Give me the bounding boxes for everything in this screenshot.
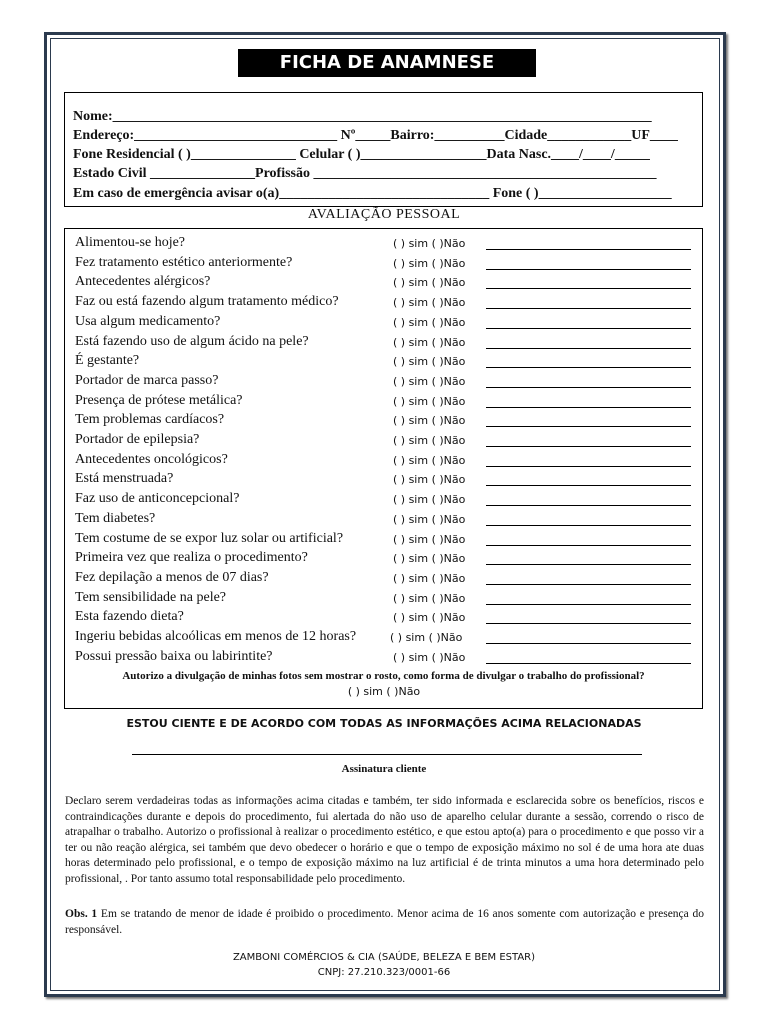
answer-line[interactable]: [486, 485, 691, 486]
question-text: Ingeriu bebidas alcoólicas em menos de 12 horas?: [75, 629, 357, 644]
answer-line[interactable]: [486, 249, 691, 250]
question-text: Fez tratamento estético anteriormente?: [75, 255, 293, 270]
form-title: FICHA DE ANAMNESE: [238, 49, 536, 77]
question-text: Tem diabetes?: [75, 511, 156, 526]
yes-no-option[interactable]: ( ) sim ( )Não: [393, 237, 466, 250]
yes-no-option[interactable]: ( ) sim ( )Não: [393, 552, 466, 565]
question-text: Portador de epilepsia?: [75, 432, 200, 447]
question-text: Usa algum medicamento?: [75, 314, 221, 329]
answer-line[interactable]: [486, 643, 691, 644]
yes-no-option[interactable]: ( ) sim ( )Não: [393, 473, 466, 486]
question-text: Está menstruada?: [75, 471, 174, 486]
declaration-text: Declaro serem verdadeiras todas as informações acima citadas e também, ter sido informada e esclarecida sobre os benefícios, riscos e contraindicações durante e depois do procedimento, fui alertada do não uso de aparelho celular durante a sessão, correndo o risco de atrapalhar o trabalho. Autorizo o profissional à realizar o procedimento estético, e que estou apto(a) para o procedimento e que posso vir a ter ou não reação alérgica, sei também que devo obedecer o horário e que o tempo de exposição máximo no sol é de uma hora ate duas horas determinado pelo profissional, e o tempo de exposição máximo na luz artificial é de trinta minutos a uma hora determinado pelo profissional, . Por tanto assumo total responsabilidade pelo procedimento.: [65, 795, 704, 885]
answer-line[interactable]: [486, 269, 691, 270]
agreement-statement: ESTOU CIENTE E DE ACORDO COM TODAS AS INFORMAÇÕES ACIMA RELACIONADAS: [126, 717, 642, 730]
answer-line[interactable]: [486, 584, 691, 585]
authorization-question: Autorizo a divulgação de minhas fotos sem mostrar o rosto, como forma de divulgar o trabalho do profissional?: [122, 670, 645, 682]
yes-no-option[interactable]: ( ) sim ( )Não: [393, 276, 466, 289]
civil-status-field[interactable]: Estado Civil _______________Profissão _________________________________________________: [73, 166, 657, 181]
answer-line[interactable]: [486, 604, 691, 605]
question-text: Alimentou-se hoje?: [75, 235, 186, 250]
answer-line[interactable]: [486, 466, 691, 467]
answer-line[interactable]: [486, 348, 691, 349]
yes-no-option[interactable]: ( ) sim ( )Não: [393, 316, 466, 329]
yes-no-option[interactable]: ( ) sim ( )Não: [393, 454, 466, 467]
question-text: Possui pressão baixa ou labirintite?: [75, 649, 273, 664]
yes-no-option[interactable]: ( ) sim ( )Não: [393, 533, 466, 546]
question-text: Faz uso de anticoncepcional?: [75, 491, 240, 506]
question-text: Antecedentes oncológicos?: [75, 452, 228, 467]
yes-no-option[interactable]: ( ) sim ( )Não: [393, 434, 466, 447]
question-text: Primeira vez que realiza o procedimento?: [75, 550, 308, 565]
question-text: Antecedentes alérgicos?: [75, 274, 211, 289]
yes-no-option[interactable]: ( ) sim ( )Não: [393, 375, 466, 388]
answer-line[interactable]: [486, 525, 691, 526]
answer-line[interactable]: [486, 426, 691, 427]
yes-no-option[interactable]: ( ) sim ( )Não: [393, 296, 466, 309]
answer-line[interactable]: [486, 446, 691, 447]
yes-no-option[interactable]: ( ) sim ( )Não: [390, 631, 463, 644]
signature-line[interactable]: [132, 754, 642, 755]
authorization-option[interactable]: ( ) sim ( )Não: [347, 685, 421, 698]
question-text: Portador de marca passo?: [75, 373, 219, 388]
answer-line[interactable]: [486, 505, 691, 506]
question-text: Tem problemas cardíacos?: [75, 412, 225, 427]
yes-no-option[interactable]: ( ) sim ( )Não: [393, 414, 466, 427]
question-text: Esta fazendo dieta?: [75, 609, 184, 624]
yes-no-option[interactable]: ( ) sim ( )Não: [393, 355, 466, 368]
answer-line[interactable]: [486, 308, 691, 309]
footer-cnpj: CNPJ: 27.210.323/0001-66: [317, 967, 451, 978]
answer-line[interactable]: [486, 387, 691, 388]
yes-no-option[interactable]: ( ) sim ( )Não: [393, 336, 466, 349]
answer-line[interactable]: [486, 545, 691, 546]
answer-line[interactable]: [486, 367, 691, 368]
yes-no-option[interactable]: ( ) sim ( )Não: [393, 395, 466, 408]
obs-label: Obs. 1: [65, 908, 98, 920]
question-text: Tem sensibilidade na pele?: [75, 590, 227, 605]
yes-no-option[interactable]: ( ) sim ( )Não: [393, 513, 466, 526]
name-field[interactable]: Nome:_____________________________________________________________________________: [73, 109, 652, 124]
footer-company: ZAMBONI COMÉRCIOS & CIA (SAÚDE, BELEZA E BEM ESTAR): [232, 952, 536, 963]
answer-line[interactable]: [486, 623, 691, 624]
question-text: Fez depilação a menos de 07 dias?: [75, 570, 269, 585]
obs-paragraph: [65, 907, 704, 938]
yes-no-option[interactable]: ( ) sim ( )Não: [393, 572, 466, 585]
answer-line[interactable]: [486, 564, 691, 565]
question-text: É gestante?: [75, 353, 140, 368]
answer-line[interactable]: [486, 288, 691, 289]
section-title: AVALIAÇÃO PESSOAL: [307, 207, 461, 222]
question-text: Tem costume de se expor luz solar ou artificial?: [75, 531, 344, 546]
answer-line[interactable]: [486, 407, 691, 408]
address-field[interactable]: Endereço:_____________________________ Nº_____Bairro:__________Cidade____________UF____: [73, 128, 678, 143]
signature-label: Assinatura cliente: [341, 763, 427, 775]
answer-line[interactable]: [486, 328, 691, 329]
question-text: Faz ou está fazendo algum tratamento médico?: [75, 294, 339, 309]
question-text: Está fazendo uso de algum ácido na pele?: [75, 334, 309, 349]
answer-line[interactable]: [486, 663, 691, 664]
obs-text: Em se tratando de menor de idade é proibido o procedimento. Menor acima de 16 anos somente com autorização e presença do responsável.: [65, 908, 704, 936]
yes-no-option[interactable]: ( ) sim ( )Não: [393, 493, 466, 506]
phone-field[interactable]: Fone Residencial ( )_______________ Celular ( )__________________Data Nasc.____/____/_____: [73, 147, 650, 162]
yes-no-option[interactable]: ( ) sim ( )Não: [393, 611, 466, 624]
emergency-contact-field[interactable]: Em caso de emergência avisar o(a)______________________________ Fone ( )___________________: [73, 186, 672, 201]
yes-no-option[interactable]: ( ) sim ( )Não: [393, 651, 466, 664]
yes-no-option[interactable]: ( ) sim ( )Não: [393, 257, 466, 270]
yes-no-option[interactable]: ( ) sim ( )Não: [393, 592, 466, 605]
question-text: Presença de prótese metálica?: [75, 393, 243, 408]
